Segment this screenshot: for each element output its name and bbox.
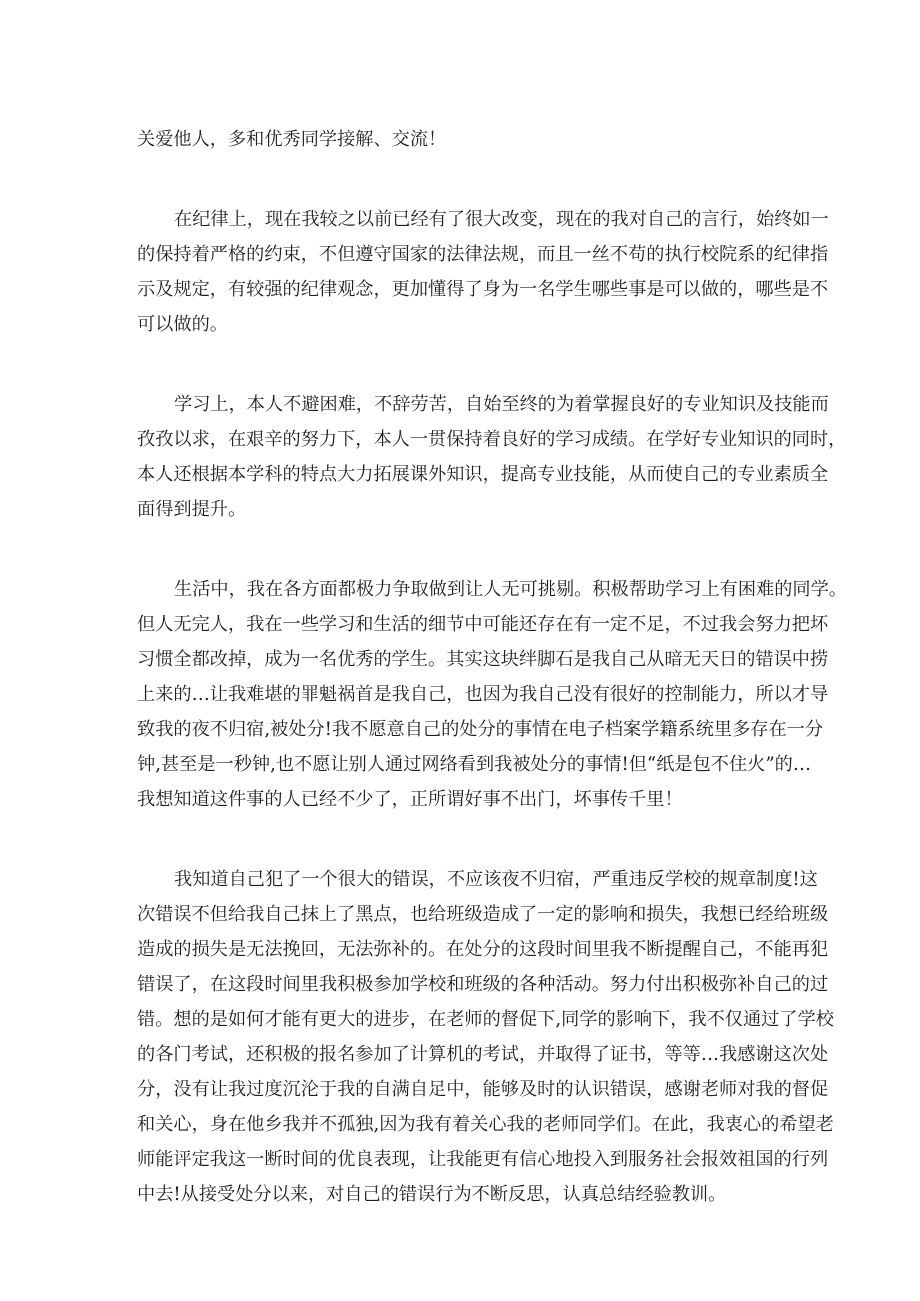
text-line: 分，没有让我过度沉沦于我的自满自足中，能够及时的认识错误，感谢老师对我的督促 — [137, 1079, 829, 1100]
text-line: 关爱他人，多和优秀同学接解、交流！ — [137, 129, 447, 150]
text-line: 我想知道这件事的人已经不少了，正所谓好事不出门，坏事传千里！ — [137, 789, 683, 810]
text-line: 面得到提升。 — [137, 499, 247, 520]
text-line: 师能评定我这一断时间的优良表现，让我能更有信心地投入到服务社会报效祖国的行列 — [137, 1149, 829, 1170]
text-line: 次错误不但给我自己抹上了黑点，也给班级造成了一定的影响和损失，我想已经给班级 — [137, 904, 829, 925]
text-line: 习惯全都改掉，成为一名优秀的学生。其实这块绊脚石是我自己从暗无天日的错误中捞 — [137, 649, 829, 670]
text-line: 的保持着严格的约束，不但遵守国家的法律法规，而且一丝不苟的执行校院系的纪律指 — [137, 244, 829, 265]
paragraph — [137, 122, 799, 157]
text-line: 我知道自己犯了一个很大的错误，不应该夜不归宿，严重违反学校的规章制度!这 — [174, 869, 818, 890]
text-line: 错误了，在这段时间里我积极参加学校和班级的各种活动。努力付出积极弥补自己的过 — [137, 974, 829, 995]
text-line: 的各门考试，还积极的报名参加了计算机的考试，并取得了证书，等等…我感谢这次处 — [137, 1044, 829, 1065]
text-line: 和关心，身在他乡我并不孤独,因为我有着关心我的老师同学们。在此，我衷心的希望老 — [137, 1114, 834, 1135]
text-line: 示及规定，有较强的纪律观念，更加懂得了身为一名学生哪些事是可以做的，哪些是不 — [137, 279, 829, 300]
paragraph — [137, 202, 829, 342]
paragraph — [137, 862, 834, 1212]
text-line: 可以做的。 — [137, 314, 228, 335]
text-line: 孜孜以求，在艰辛的努力下，本人一贯保持着良好的学习成绩。在学好专业知识的同时， — [137, 429, 847, 450]
text-line: 在纪律上，现在我较之以前已经有了很大改变，现在的我对自己的言行，始终如一 — [174, 209, 829, 230]
text-line: 但人无完人，我在一些学习和生活的细节中可能还存在有一定不足，不过我会努力把坏 — [137, 614, 829, 635]
text-line: 本人还根据本学科的特点大力拓展课外知识，提高专业技能，从而使自己的专业素质全 — [137, 464, 829, 485]
text-line: 错。想的是如何才能有更大的进步，在老师的督促下,同学的影响下，我不仅通过了学校 — [137, 1009, 834, 1030]
text-line: 造成的损失是无法挽回，无法弥补的。在处分的这段时间里我不断提醒自己，不能再犯 — [137, 939, 829, 960]
text-line: 生活中，我在各方面都极力争取做到让人无可挑剔。积极帮助学习上有困难的同学。 — [174, 579, 847, 600]
text-line: 学习上，本人不避困难，不辞劳苦，自始至终的为着掌握良好的专业知识及技能而 — [174, 394, 829, 415]
text-line: 上来的…让我难堪的罪魁祸首是我自己，也因为我自己没有很好的控制能力，所以才导 — [137, 684, 829, 705]
document-page — [137, 122, 847, 1257]
text-line: 中去!从接受处分以来，对自己的错误行为不断反思，认真总结经验教训。 — [137, 1184, 727, 1205]
paragraph — [137, 387, 847, 527]
text-line: 钟,甚至是一秒钟,也不愿让别人通过网络看到我被处分的事情!但“纸是包不住火”的… — [137, 754, 812, 775]
paragraph — [137, 572, 847, 817]
text-line: 致我的夜不归宿,被处分!我不愿意自己的处分的事情在电子档案学籍系统里多存在一分 — [137, 719, 824, 740]
